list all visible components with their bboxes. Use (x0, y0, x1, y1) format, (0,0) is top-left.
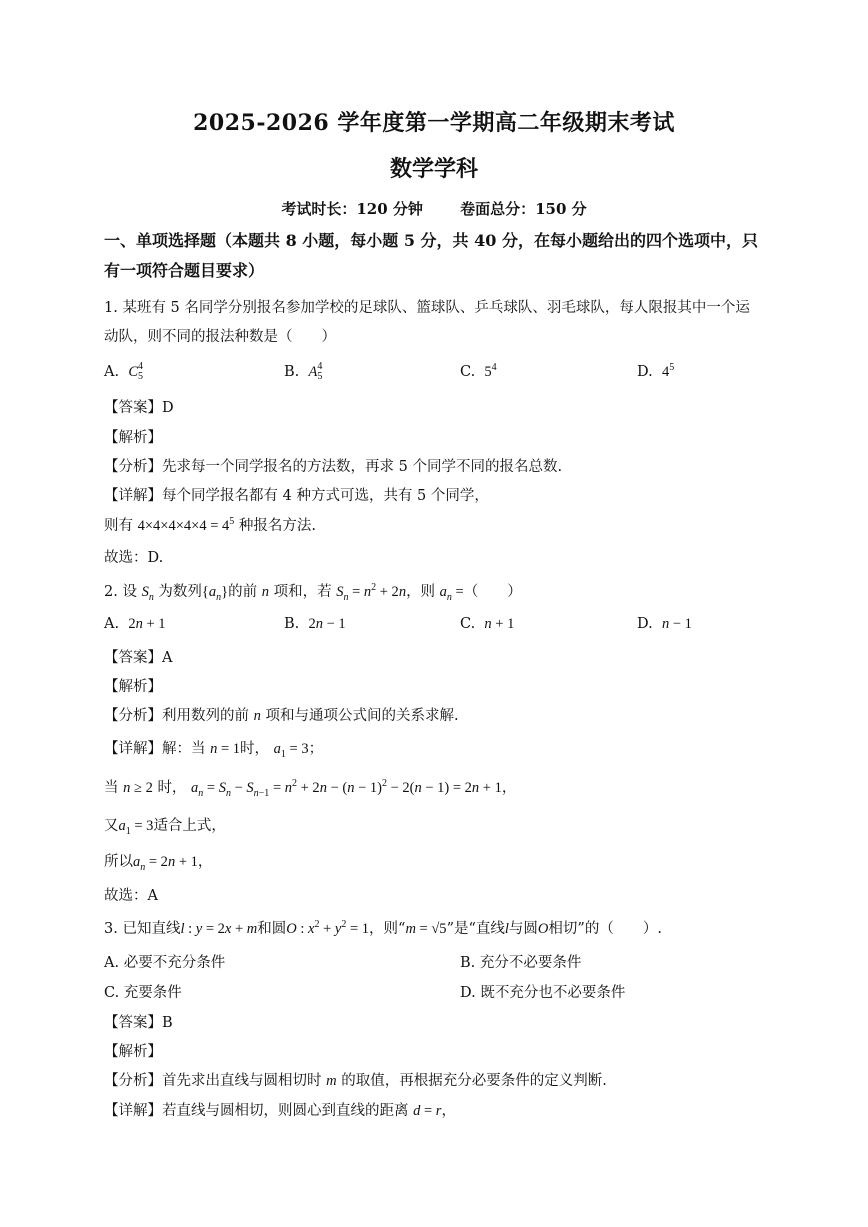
q1-option-b: B. A4 5 (284, 361, 323, 382)
q1-option-c: C. $5^4$ (460, 362, 497, 380)
q2-option-d: D. n − 1 (637, 616, 692, 632)
q2-analysis-label: 【解析】 (104, 679, 162, 695)
q2-detail-step4: 所以$a_n = 2n + 1$， (104, 854, 213, 873)
q2-answer: 【答案】A (104, 650, 173, 666)
exam-title: 2025-2026 学年度第一学期高二年级期末考试 (193, 110, 675, 136)
q3-option-c: C. 充要条件 (104, 985, 182, 1001)
q1-option-a: A. C4 5 (104, 361, 143, 382)
q3-option-a: A. 必要不充分条件 (104, 955, 226, 971)
q2-detail: 【详解】解：当 n = 1时， $a_1 = 3$； (104, 741, 324, 760)
q3-option-b: B. 充分不必要条件 (460, 955, 582, 971)
q1-option-d: D. $4^5$ (637, 362, 675, 380)
q2-analysis: 【分析】利用数列的前 n 项和与通项公式间的关系求解. (104, 708, 459, 724)
q2-detail-step3: 又$a_1 = 3$适合上式， (104, 818, 226, 837)
q3-detail: 【详解】若直线与圆相切，则圆心到直线的距离 d = r， (104, 1103, 456, 1119)
q2-option-c: C. n + 1 (460, 616, 515, 632)
exam-meta (0, 198, 868, 219)
q3-option-d: D. 既不充分也不必要条件 (460, 985, 626, 1001)
question-3-stem: 3. 已知直线l : y = 2x + m和圆O : $x^2 + y^2 = 1$，则“m = √5”是“直线l与圆O相切”的（ ）. (104, 919, 662, 937)
q2-option-a: A. 2n + 1 (104, 616, 166, 632)
q1-analysis-label: 【解析】 (104, 430, 162, 446)
question-1-stem: 1. 某班有 5 名同学分别报名参加学校的足球队、篮球队、乒乓球队、羽毛球队，每人限报其中一个运动队，则不同的报法种数是（ ） (104, 300, 750, 345)
exam-total-score: 卷面总分：150 分 (460, 200, 587, 218)
q1-detail: 【详解】每个同学报名都有 4 种方式可选，共有 5 个同学， (104, 488, 489, 504)
q1-detail-step2: 则有 $4\times 4\times 4\times 4\times 4 = 4^5$ 种报名方法. (104, 516, 316, 534)
q2-option-b: B. 2n − 1 (284, 616, 346, 632)
q3-analysis-label: 【解析】 (104, 1044, 162, 1060)
question-2-stem: 2. 设 $S_n$ 为数列$\{a_n\}$的前 n 项和，若 $S_n = n^2 + 2n$，则 $a_n$ =（ ） (104, 582, 522, 603)
q1-answer: 【答案】D (104, 400, 174, 416)
q1-choice: 故选：D. (104, 550, 164, 566)
q3-analysis: 【分析】首先求出直线与圆相切时 m 的取值，再根据充分必要条件的定义判断. (104, 1073, 607, 1089)
exam-subject: 数学学科 (389, 156, 478, 182)
q1-analysis: 【分析】先求每一个同学报名的方法数，再求 5 个同学不同的报名总数. (104, 459, 563, 475)
q2-choice: 故选：A (104, 888, 158, 904)
q3-answer: 【答案】B (104, 1015, 173, 1031)
exam-duration: 考试时长：120 分钟 (281, 200, 423, 218)
section-title: 一、单项选择题（本题共 8 小题，每小题 5 分，共 40 分，在每小题给出的四个选项中，只有一项符合题目要求） (104, 231, 758, 280)
q2-detail-step2: 当 n ≥ 2 时， $a_n = S_n - S_{n-1} = n^2 + 2n - (n - 1)^2 - 2(n - 1) = 2n + 1$， (104, 778, 517, 799)
